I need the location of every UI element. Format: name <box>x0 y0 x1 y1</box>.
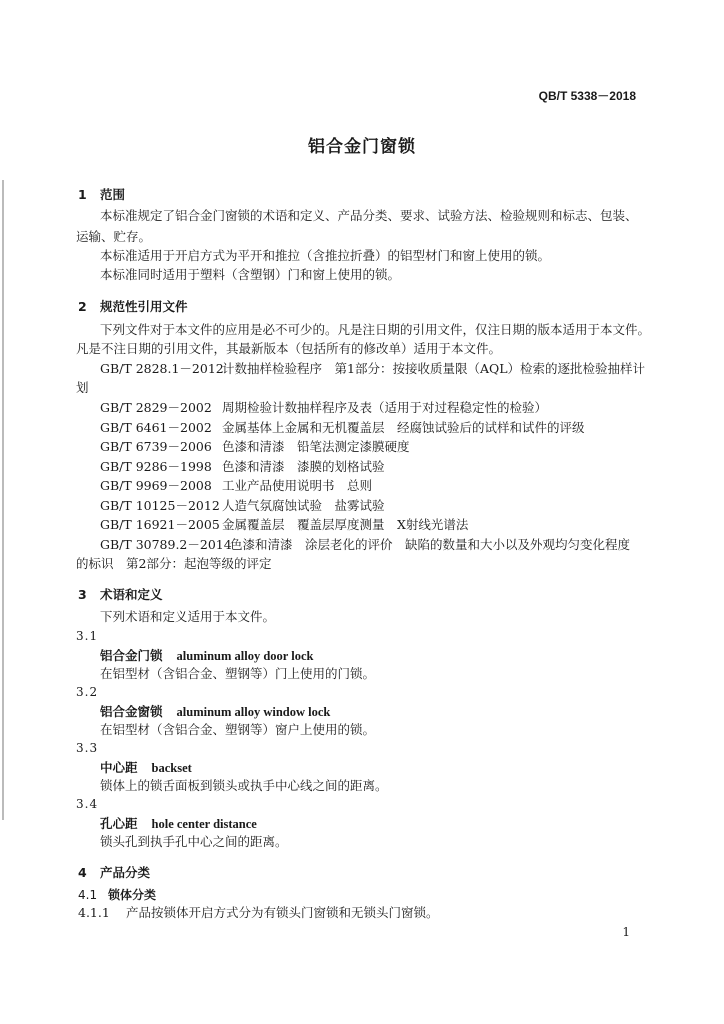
reference-entry <box>100 515 468 535</box>
reference-code: GB/T 6739－2006 <box>100 439 212 454</box>
reference-title: 人造气氛腐蚀试验 盐雾试验 <box>222 498 385 513</box>
reference-title: 金属覆盖层 覆盖层厚度测量 X射线光谱法 <box>222 517 469 532</box>
term-en: backset <box>151 761 192 775</box>
term-zh: 铝合金门锁 <box>100 648 163 663</box>
reference-title: 色漆和清漆 铅笔法测定漆膜硬度 <box>222 439 410 454</box>
section-title: 规范性引用文件 <box>100 299 188 314</box>
reference-entry <box>100 437 410 457</box>
reference-entry <box>100 359 645 379</box>
paragraph: 本标准适用于开启方式为平开和推拉（含推拉折叠）的铝型材门和窗上使用的锁。 <box>100 248 551 263</box>
reference-code: GB/T 2828.1－2012 <box>100 361 224 376</box>
reference-entry <box>100 496 385 516</box>
clause-text: 产品按锁体开启方式分为有锁头门窗锁和无锁头门窗锁。 <box>126 905 439 920</box>
reference-code: GB/T 9969－2008 <box>100 478 212 493</box>
section-title: 产品分类 <box>100 865 151 880</box>
term-zh: 铝合金窗锁 <box>100 704 163 719</box>
reference-continuation: 的标识 第2部分：起泡等级的评定 <box>76 556 272 571</box>
document-title: 铝合金门窗锁 <box>308 137 416 157</box>
term-number: 3.1 <box>76 629 99 643</box>
section-number: 3 <box>78 587 87 602</box>
term-definition: 锁头孔到执手孔中心之间的距离。 <box>100 834 288 849</box>
reference-title: 计数抽样检验程序 第1部分：按接收质量限（AQL）检索的逐批检验抽样计 <box>222 361 646 376</box>
term-title <box>100 646 313 664</box>
term-number: 3.3 <box>76 741 99 755</box>
term-number: 3.4 <box>76 797 99 811</box>
section-2-heading <box>78 297 188 315</box>
section-title: 术语和定义 <box>100 587 163 602</box>
reference-code: GB/T 30789.2－2014 <box>100 537 232 552</box>
term-en: hole center distance <box>151 817 257 831</box>
clause <box>78 903 439 923</box>
subsection-number: 4.1 <box>78 888 98 902</box>
reference-code: GB/T 9286－1998 <box>100 459 212 474</box>
paragraph-continuation: 运输、贮存。 <box>76 229 152 244</box>
reference-code: GB/T 16921－2005 <box>100 517 220 532</box>
reference-title: 色漆和清漆 涂层老化的评价 缺陷的数量和大小以及外观均匀变化程度 <box>230 537 631 552</box>
paragraph-continuation: 凡是不注日期的引用文件，其最新版本（包括所有的修改单）适用于本文件。 <box>76 341 502 356</box>
paragraph: 下列文件对于本文件的应用是必不可少的。凡是注日期的引用文件，仅注日期的版本适用于本文件。 <box>100 322 651 337</box>
section-4-heading <box>78 863 150 881</box>
page-number: 1 <box>622 925 630 939</box>
term-definition: 在铝型材（含铝合金、塑钢等）门上使用的门锁。 <box>100 666 376 681</box>
reference-entry <box>100 398 547 418</box>
term-definition: 锁体上的锁舌面板到锁头或执手中心线之间的距离。 <box>100 778 388 793</box>
section-title: 范围 <box>100 187 126 202</box>
reference-continuation: 划 <box>76 380 89 395</box>
paragraph: 本标准同时适用于塑料（含塑钢）门和窗上使用的锁。 <box>100 267 401 282</box>
reference-title: 周期检验计数抽样程序及表（适用于对过程稳定性的检验） <box>222 400 548 415</box>
subsection-heading <box>78 886 156 903</box>
reference-entry <box>100 418 585 438</box>
standard-code: QB/T 5338－2018 <box>538 89 636 103</box>
term-zh: 中心距 <box>100 760 138 775</box>
section-number: 2 <box>78 299 87 314</box>
reference-entry <box>100 457 385 477</box>
clause-number: 4.1.1 <box>78 905 110 920</box>
scan-edge-line <box>2 180 4 820</box>
term-title <box>100 814 257 832</box>
section-number: 1 <box>78 187 87 202</box>
term-en: aluminum alloy door lock <box>176 649 314 663</box>
term-zh: 孔心距 <box>100 816 138 831</box>
paragraph: 下列术语和定义适用于本文件。 <box>100 609 276 624</box>
reference-code: GB/T 10125－2012 <box>100 498 220 513</box>
subsection-title: 锁体分类 <box>108 888 157 902</box>
term-en: aluminum alloy window lock <box>176 705 331 719</box>
reference-entry <box>100 476 372 496</box>
term-title <box>100 758 192 776</box>
reference-title: 金属基体上金属和无机覆盖层 经腐蚀试验后的试样和试件的评级 <box>222 420 585 435</box>
reference-title: 工业产品使用说明书 总则 <box>222 478 373 493</box>
reference-title: 色漆和清漆 漆膜的划格试验 <box>222 459 385 474</box>
reference-code: GB/T 2829－2002 <box>100 400 212 415</box>
term-definition: 在铝型材（含铝合金、塑钢等）窗户上使用的锁。 <box>100 722 376 737</box>
section-1-heading <box>78 185 125 203</box>
reference-code: GB/T 6461－2002 <box>100 420 212 435</box>
term-number: 3.2 <box>76 685 99 699</box>
section-3-heading <box>78 585 163 603</box>
section-number: 4 <box>78 865 87 880</box>
paragraph: 本标准规定了铝合金门窗锁的术语和定义、产品分类、要求、试验方法、检验规则和标志、包装、 <box>100 208 638 223</box>
term-title <box>100 702 330 720</box>
reference-entry <box>100 535 630 555</box>
